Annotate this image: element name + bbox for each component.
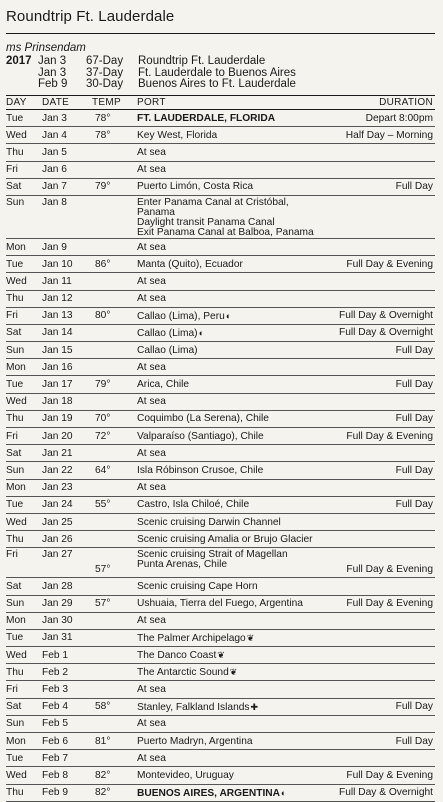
penguin-icon: ❦ [229, 667, 238, 678]
duration-cell [325, 393, 435, 410]
duration-cell: Full Day & Evening [325, 595, 435, 612]
port-cell [137, 238, 325, 255]
day-cell: Tue [6, 496, 42, 513]
day-cell: Fri [6, 681, 42, 698]
duration-cell [325, 359, 435, 376]
temp-cell [92, 647, 137, 664]
table-row [6, 393, 435, 410]
date-cell: Feb 3 [42, 681, 92, 698]
port-name: Daylight transit Panama Canal [137, 216, 275, 228]
date-cell: Jan 18 [42, 393, 92, 410]
port-name: Callao (Lima) [137, 327, 198, 339]
port-name: Montevideo, Uruguay [137, 769, 234, 781]
date-cell: Jan 29 [42, 595, 92, 612]
duration-cell: Full Day [325, 733, 435, 750]
port-name: Exit Panama Canal at Balboa, Panama [137, 226, 314, 238]
date-cell: Jan 12 [42, 290, 92, 307]
date-cell: Jan 27 [42, 548, 92, 578]
duration-cell [325, 290, 435, 307]
temp-cell [92, 681, 137, 698]
date-cell: Jan 13 [42, 307, 92, 324]
port-name: Scenic cruising Darwin Channel [137, 516, 281, 528]
port-name: Scenic cruising Amalia or Brujo Glacier [137, 533, 313, 545]
table-row [6, 144, 435, 161]
day-cell: Mon [6, 359, 42, 376]
port-name: FT. LAUDERDALE, FLORIDA [137, 112, 276, 124]
day-cell: Fri [6, 548, 42, 578]
day-cell: Thu [6, 664, 42, 681]
temp-cell [92, 144, 137, 161]
port-cell [137, 513, 325, 530]
column-header-date: DATE [42, 96, 92, 110]
day-cell: Sat [6, 178, 42, 195]
temp-cell [92, 479, 137, 496]
date-cell: Jan 17 [42, 376, 92, 393]
itinerary-table [6, 96, 435, 802]
date-cell: Feb 7 [42, 750, 92, 767]
port-name: The Palmer Archipelago [137, 632, 246, 644]
duration-cell [325, 513, 435, 530]
day-cell: Wed [6, 393, 42, 410]
duration-cell [325, 578, 435, 595]
port-name: Castro, Isla Chiloé, Chile [137, 499, 250, 511]
port-name: At sea [137, 275, 166, 287]
day-cell: Sat [6, 578, 42, 595]
port-name: At sea [137, 447, 166, 459]
port-cell [137, 647, 325, 664]
temp-cell [92, 161, 137, 178]
penguin-icon: ❦ [246, 632, 255, 643]
duration-cell: Full Day [325, 178, 435, 195]
table-row [6, 462, 435, 479]
day-cell: Sun [6, 462, 42, 479]
duration-cell [325, 238, 435, 255]
port-cell [137, 144, 325, 161]
temp-cell [92, 531, 137, 548]
table-row [6, 479, 435, 496]
port-cell [137, 127, 325, 144]
port-cell [137, 479, 325, 496]
table-row [6, 445, 435, 462]
duration-cell [325, 144, 435, 161]
column-header-day: DAY [6, 96, 42, 110]
temp-cell [92, 195, 137, 238]
day-cell: Sun [6, 342, 42, 359]
port-cell [137, 307, 325, 324]
duration-cell [325, 681, 435, 698]
temp-cell: 58° [92, 698, 137, 715]
duration-cell [325, 273, 435, 290]
date-cell: Jan 28 [42, 578, 92, 595]
day-cell: Fri [6, 428, 42, 445]
date-cell: Feb 8 [42, 767, 92, 784]
table-row [6, 256, 435, 273]
title-divider [6, 33, 435, 34]
duration-cell [325, 195, 435, 238]
duration-cell: Full Day [325, 462, 435, 479]
voyage-length: 67-Day [86, 55, 124, 67]
day-cell: Tue [6, 750, 42, 767]
temp-cell: 79° [92, 376, 137, 393]
duration-cell [325, 629, 435, 646]
temp-cell: 78° [92, 110, 137, 127]
port-cell [137, 578, 325, 595]
day-cell: Sat [6, 698, 42, 715]
port-name: Stanley, Falkland Islands [137, 701, 250, 713]
table-row [6, 428, 435, 445]
date-cell: Feb 9 [42, 784, 92, 801]
temp-cell: 82° [92, 767, 137, 784]
temp-cell [92, 445, 137, 462]
date-cell: Jan 14 [42, 324, 92, 341]
date-cell: Jan 3 [42, 110, 92, 127]
port-name: Callao (Lima) [137, 344, 198, 356]
duration-cell: Full Day & Evening [325, 548, 435, 578]
port-cell [137, 393, 325, 410]
day-cell: Wed [6, 273, 42, 290]
table-row [6, 784, 435, 801]
day-cell: Tue [6, 629, 42, 646]
duration-cell [325, 161, 435, 178]
temp-cell: 57° [92, 595, 137, 612]
date-cell: Jan 31 [42, 629, 92, 646]
port-name: Manta (Quito), Ecuador [137, 258, 243, 270]
temp-cell: 79° [92, 178, 137, 195]
table-row [6, 410, 435, 427]
duration-cell [325, 647, 435, 664]
port-name: At sea [137, 752, 166, 764]
port-cell [137, 195, 325, 238]
port-cell [137, 767, 325, 784]
port-name: Puerto Limón, Costa Rica [137, 181, 254, 193]
date-cell: Feb 1 [42, 647, 92, 664]
table-row [6, 681, 435, 698]
table-row [6, 238, 435, 255]
temp-cell [92, 750, 137, 767]
duration-cell [325, 612, 435, 629]
table-row [6, 629, 435, 646]
day-cell: Sun [6, 195, 42, 238]
port-cell [137, 750, 325, 767]
port-name: At sea [137, 718, 166, 730]
temp-cell [92, 578, 137, 595]
date-cell: Jan 4 [42, 127, 92, 144]
temp-cell [92, 290, 137, 307]
day-cell: Sat [6, 324, 42, 341]
date-cell: Jan 11 [42, 273, 92, 290]
port-cell [137, 531, 325, 548]
day-cell: Thu [6, 290, 42, 307]
port-cell [137, 595, 325, 612]
page-title: Roundtrip Ft. Lauderdale [6, 8, 175, 25]
overnight-icon: ◐ [198, 327, 205, 338]
port-name: At sea [137, 164, 166, 176]
temp-cell: 82° [92, 784, 137, 801]
voyage-route: Ft. Lauderdale to Buenos Aires [138, 66, 296, 79]
table-row [6, 715, 435, 732]
date-cell: Feb 6 [42, 733, 92, 750]
duration-cell: Full Day & Overnight [325, 307, 435, 324]
itinerary-rows [6, 110, 435, 802]
table-row [6, 733, 435, 750]
duration-cell: Full Day & Evening [325, 428, 435, 445]
port-name: At sea [137, 361, 166, 373]
port-cell [137, 445, 325, 462]
voyage-date: Jan 3 [38, 66, 67, 79]
temp-cell: 70° [92, 410, 137, 427]
date-cell: Jan 23 [42, 479, 92, 496]
table-row [6, 359, 435, 376]
port-cell [137, 359, 325, 376]
date-cell: Feb 4 [42, 698, 92, 715]
port-name: At sea [137, 482, 166, 494]
port-name: Ushuaia, Tierra del Fuego, Argentina [137, 598, 303, 610]
port-cell [137, 256, 325, 273]
temp-cell [92, 342, 137, 359]
port-name: BUENOS AIRES, ARGENTINA [137, 787, 281, 799]
temp-cell [92, 359, 137, 376]
day-cell: Wed [6, 647, 42, 664]
port-name: The Danco Coast [137, 650, 217, 662]
port-name: Enter Panama Canal at Cristóbal, Panama [137, 196, 289, 218]
duration-cell: Full Day [325, 496, 435, 513]
port-cell [137, 698, 325, 715]
day-cell: Sun [6, 595, 42, 612]
port-cell [137, 428, 325, 445]
port-name: Puerto Madryn, Argentina [137, 735, 253, 747]
day-cell: Wed [6, 513, 42, 530]
ship-name: ms Prinsendam [6, 42, 86, 54]
table-row [6, 595, 435, 612]
voyage-length: 37-Day [86, 66, 124, 79]
port-cell [137, 733, 325, 750]
duration-cell: Full Day [325, 410, 435, 427]
day-cell: Thu [6, 144, 42, 161]
duration-cell [325, 445, 435, 462]
port-cell [137, 376, 325, 393]
overnight-icon: ◐ [281, 787, 287, 798]
port-cell [137, 273, 325, 290]
temp-cell [92, 664, 137, 681]
table-row [6, 273, 435, 290]
duration-cell: Full Day & Overnight [325, 784, 435, 801]
table-row [6, 290, 435, 307]
duration-cell: Full Day [325, 698, 435, 715]
port-name: At sea [137, 241, 166, 253]
table-row [6, 161, 435, 178]
temp-cell: 86° [92, 256, 137, 273]
duration-cell: Full Day & Evening [325, 256, 435, 273]
temp-cell: 80° [92, 307, 137, 324]
day-cell: Wed [6, 127, 42, 144]
duration-cell: Half Day – Morning [325, 127, 435, 144]
port-name: Coquimbo (La Serena), Chile [137, 413, 269, 425]
temp-cell [92, 273, 137, 290]
table-row [6, 324, 435, 341]
day-cell: Mon [6, 612, 42, 629]
date-cell: Jan 20 [42, 428, 92, 445]
port-cell [137, 715, 325, 732]
date-cell: Jan 15 [42, 342, 92, 359]
port-name: Scenic cruising Strait of Magellan [137, 549, 288, 561]
day-cell: Fri [6, 307, 42, 324]
table-row [6, 612, 435, 629]
column-header-temp: TEMP [92, 96, 137, 110]
temp-cell [92, 629, 137, 646]
voyage-list [6, 56, 439, 91]
table-row [6, 307, 435, 324]
duration-cell [325, 664, 435, 681]
date-cell: Jan 10 [42, 256, 92, 273]
port-cell [137, 784, 325, 801]
date-cell: Jan 9 [42, 238, 92, 255]
duration-cell: Full Day & Overnight [325, 324, 435, 341]
day-cell: Thu [6, 784, 42, 801]
date-cell: Jan 19 [42, 410, 92, 427]
port-name: At sea [137, 684, 166, 696]
penguin-icon: ❦ [217, 650, 225, 661]
day-cell: Tue [6, 256, 42, 273]
date-cell: Jan 16 [42, 359, 92, 376]
table-row [6, 127, 435, 144]
voyage-route: Roundtrip Ft. Lauderdale [138, 55, 266, 67]
duration-cell [325, 531, 435, 548]
table-row [6, 376, 435, 393]
port-name: At sea [137, 146, 166, 158]
port-name: Punta Arenas, Chile [137, 559, 228, 571]
temp-cell: 72° [92, 428, 137, 445]
table-row [6, 578, 435, 595]
date-cell: Jan 7 [42, 178, 92, 195]
temp-cell [92, 238, 137, 255]
voyage-date: Feb 9 [38, 78, 68, 90]
voyage-length: 30-Day [86, 78, 124, 90]
table-row [6, 178, 435, 195]
table-row [6, 513, 435, 530]
port-cell [137, 410, 325, 427]
port-cell [137, 342, 325, 359]
day-cell: Mon [6, 733, 42, 750]
table-row [6, 496, 435, 513]
voyage-date: Jan 3 [38, 55, 67, 67]
temp-cell: 64° [92, 462, 137, 479]
table-row [6, 698, 435, 715]
voyage-route: Buenos Aires to Ft. Lauderdale [138, 78, 296, 90]
day-cell: Sun [6, 715, 42, 732]
table-row [6, 342, 435, 359]
temp-cell [92, 393, 137, 410]
port-cell [137, 629, 325, 646]
port-name: Isla Róbinson Crusoe, Chile [137, 464, 264, 476]
table-row [6, 548, 435, 578]
table-row [6, 767, 435, 784]
date-cell: Feb 5 [42, 715, 92, 732]
date-cell: Jan 25 [42, 513, 92, 530]
day-cell: Tue [6, 376, 42, 393]
cross-icon: ✚ [250, 701, 259, 712]
temp-cell [92, 715, 137, 732]
port-name: At sea [137, 615, 166, 627]
port-name: The Antarctic Sound [137, 667, 229, 679]
temp-cell: 57° [92, 548, 137, 578]
table-row [6, 664, 435, 681]
port-cell [137, 290, 325, 307]
port-cell [137, 324, 325, 341]
table-row [6, 110, 435, 127]
day-cell: Wed [6, 767, 42, 784]
day-cell: Mon [6, 479, 42, 496]
port-cell [137, 462, 325, 479]
duration-cell: Full Day & Evening [325, 767, 435, 784]
day-cell: Tue [6, 110, 42, 127]
table-header-row [6, 96, 435, 110]
duration-cell [325, 715, 435, 732]
port-cell [137, 161, 325, 178]
port-cell [137, 681, 325, 698]
duration-cell: Full Day [325, 376, 435, 393]
day-cell: Fri [6, 161, 42, 178]
temp-cell [92, 324, 137, 341]
voyage-year: 2017 [6, 55, 32, 67]
port-name: Arica, Chile [137, 379, 190, 391]
temp-cell: 81° [92, 733, 137, 750]
table-row [6, 750, 435, 767]
column-header-port: PORT [137, 96, 325, 110]
duration-cell: Depart 8:00pm [325, 110, 435, 127]
date-cell: Jan 5 [42, 144, 92, 161]
temp-cell [92, 612, 137, 629]
port-cell [137, 178, 325, 195]
duration-cell [325, 479, 435, 496]
date-cell: Jan 6 [42, 161, 92, 178]
overnight-icon: ◐ [225, 310, 232, 321]
port-cell [137, 548, 325, 578]
port-name: At sea [137, 396, 166, 408]
date-cell: Jan 8 [42, 195, 92, 238]
table-row [6, 531, 435, 548]
port-cell [137, 612, 325, 629]
day-cell: Thu [6, 410, 42, 427]
day-cell: Thu [6, 531, 42, 548]
day-cell: Mon [6, 238, 42, 255]
date-cell: Feb 2 [42, 664, 92, 681]
port-cell [137, 110, 325, 127]
temp-cell [92, 513, 137, 530]
date-cell: Jan 30 [42, 612, 92, 629]
duration-cell: Full Day [325, 342, 435, 359]
port-name: At sea [137, 293, 166, 305]
port-name: Scenic cruising Cape Horn [137, 580, 258, 592]
date-cell: Jan 26 [42, 531, 92, 548]
port-name: Key West, Florida [137, 129, 218, 141]
duration-cell [325, 750, 435, 767]
temp-cell: 78° [92, 127, 137, 144]
day-cell: Sat [6, 445, 42, 462]
port-name: Callao (Lima), Peru [137, 310, 225, 322]
port-cell [137, 496, 325, 513]
date-cell: Jan 21 [42, 445, 92, 462]
temp-cell: 55° [92, 496, 137, 513]
table-row [6, 647, 435, 664]
port-name: Valparaíso (Santiago), Chile [137, 430, 264, 442]
date-cell: Jan 24 [42, 496, 92, 513]
column-header-duration: DURATION [325, 96, 435, 110]
date-cell: Jan 22 [42, 462, 92, 479]
port-cell [137, 664, 325, 681]
table-row [6, 195, 435, 238]
